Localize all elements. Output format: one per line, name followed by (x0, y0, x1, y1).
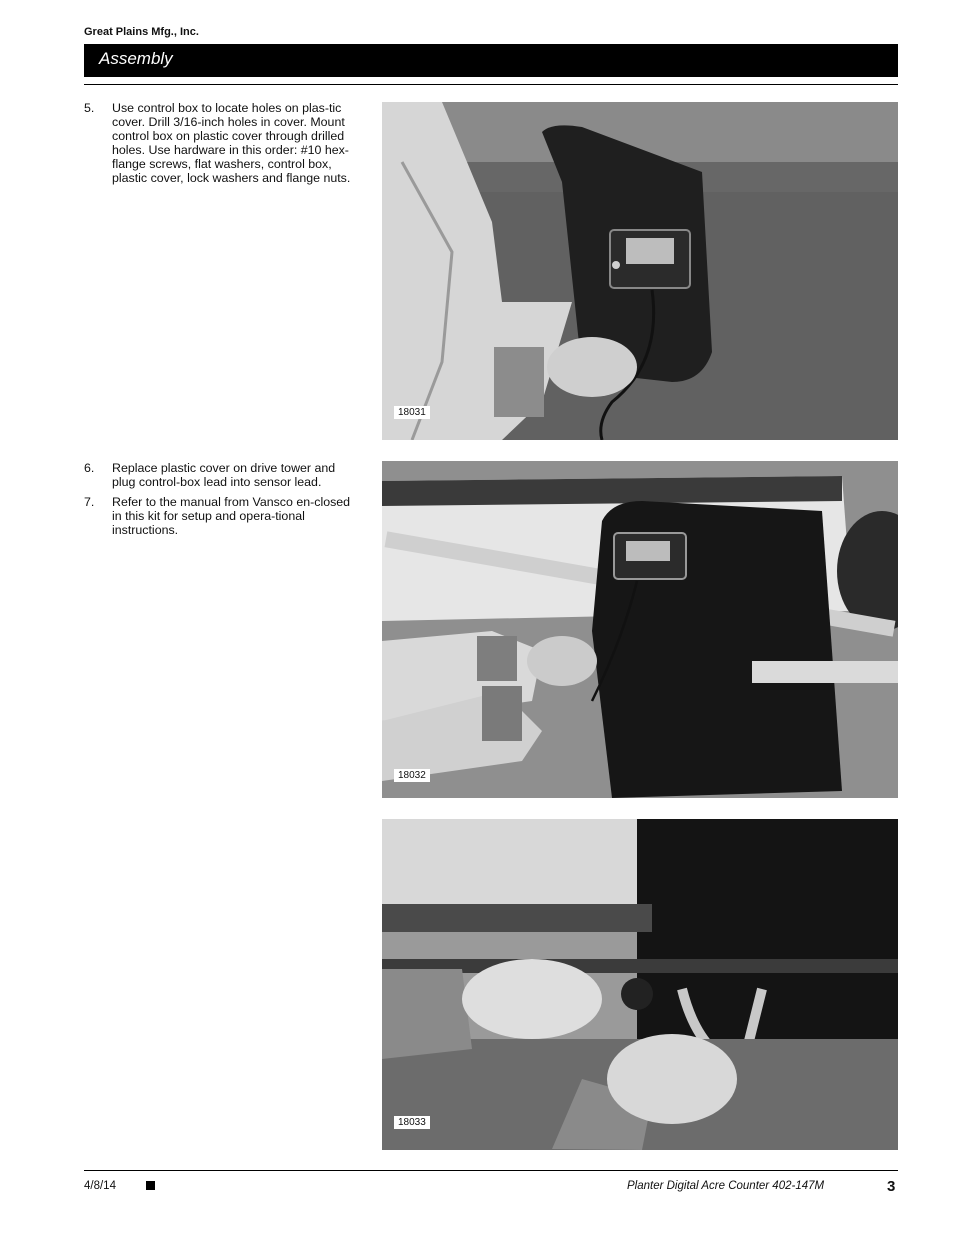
photo-illustration (382, 461, 898, 798)
footer-rule (84, 1170, 898, 1171)
steps-group-1 (84, 101, 354, 191)
step-item (84, 495, 354, 537)
step-text: Refer to the manual from Vansco en-closed in this kit for setup and opera-tional instructions. (112, 495, 351, 537)
photo-id-label: 18033 (394, 1116, 430, 1129)
footer-doc-title: Planter Digital Acre Counter 402-147M (627, 1180, 825, 1192)
company-name: Great Plains Mfg., Inc. (84, 26, 199, 38)
photo-illustration (382, 819, 898, 1150)
footer-square-bullet (146, 1181, 155, 1190)
section-header-bar (84, 44, 898, 77)
header-rule (84, 84, 898, 85)
photo-id-label: 18031 (394, 406, 430, 419)
step-item (84, 101, 354, 185)
photo-plug-connection (382, 819, 898, 1150)
step-item (84, 461, 354, 489)
steps-group-2 (84, 461, 354, 543)
photo-drive-tower-plug (382, 461, 898, 798)
footer-date: 4/8/14 (84, 1180, 116, 1192)
page-number: 3 (887, 1178, 896, 1195)
photo-control-box-on-cover (382, 102, 898, 440)
photo-id-label: 18032 (394, 769, 430, 782)
photo-illustration (382, 102, 898, 440)
step-number: 7. (84, 495, 95, 509)
step-number: 5. (84, 101, 95, 115)
step-text: Replace plastic cover on drive tower and plug control-box lead into sensor lead. (112, 461, 336, 489)
step-text: Use control box to locate holes on plas-tic cover. Drill 3/16-inch holes in cover. Mount control box on plastic cover through drilled holes. Use hardware in this order: #10 hex-flange screws, flat washers, control box, plastic cover, lock washers and flange nuts. (112, 101, 351, 185)
step-number: 6. (84, 461, 95, 475)
section-title: Assembly (99, 49, 173, 68)
